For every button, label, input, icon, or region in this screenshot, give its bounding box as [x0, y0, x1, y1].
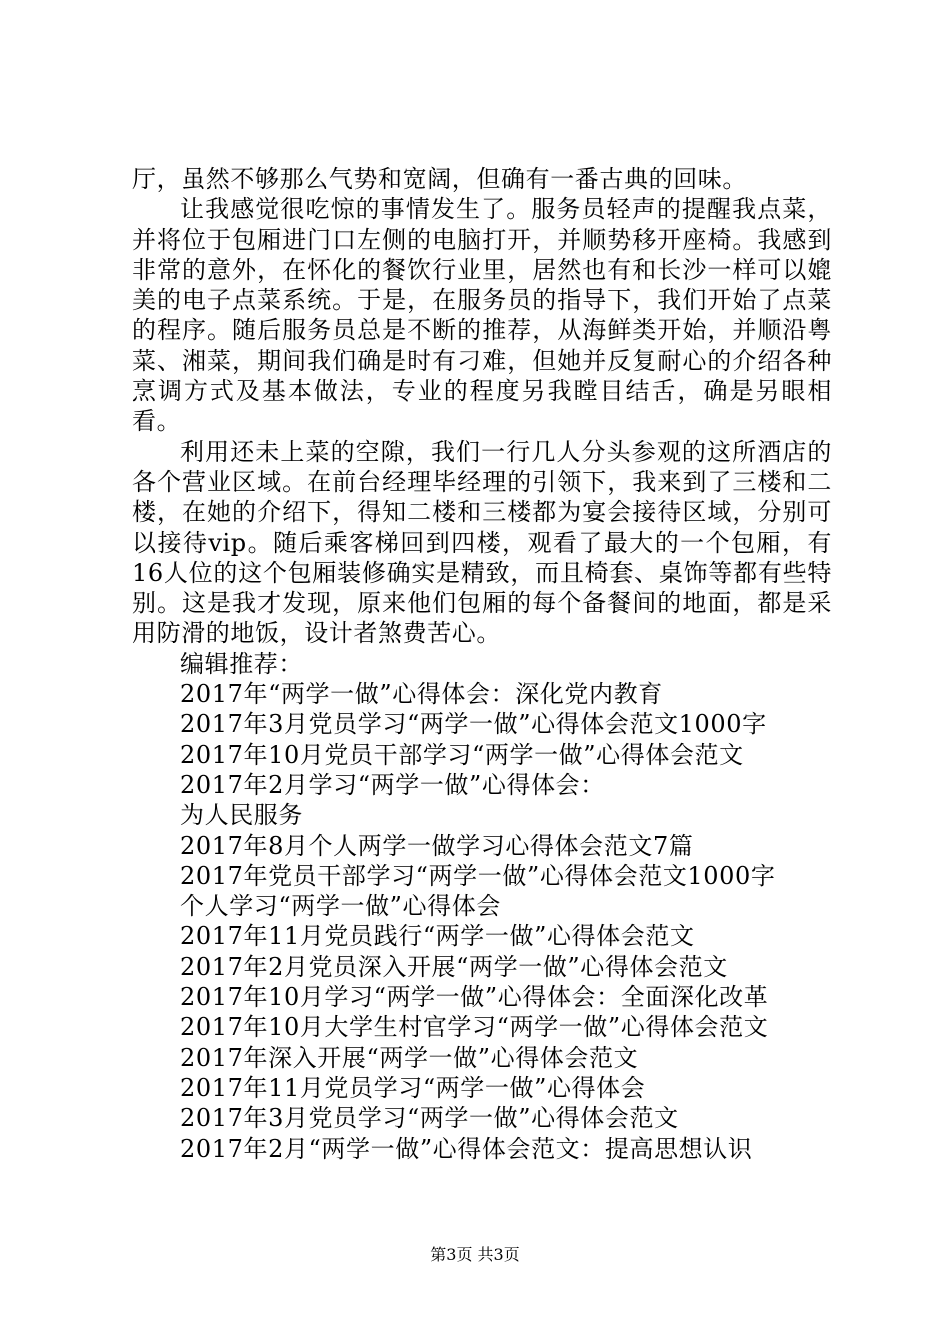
recommendation-item[interactable]: 2017年10月大学生村官学习“两学一做”心得体会范文 — [180, 1013, 769, 1042]
paragraph-2: 让我感觉很吃惊的事情发生了。服务员轻声的提醒我点菜，并将位于包厢进门口左侧的电脑打开，并顺势移开座椅。我感到非常的意外，在怀化的餐饮行业里，居然也有和长沙一样可以媲美的电子点菜系统。于是，在服务员的指导下，我们开始了点菜的程序。随后服务员总是不断的推荐，从海鲜类开始，并顺沿粤菜、湘菜，期间我们确是时有刁难，但她并反复耐心的介绍各种烹调方式及基本做法，专业的程度另我瞠目结舌，确是另眼相看。 — [132, 195, 832, 436]
recommendation-item[interactable]: 2017年2月党员深入开展“两学一做”心得体会范文 — [180, 952, 728, 981]
recommendation-item[interactable]: 个人学习“两学一做”心得体会 — [180, 892, 501, 921]
document-body — [132, 164, 832, 1164]
recommendation-item[interactable]: 2017年深入开展“两学一做”心得体会范文 — [180, 1043, 639, 1072]
recommendation-item[interactable]: 2017年3月党员学习“两学一做”心得体会范文1000字 — [180, 710, 767, 739]
recommendations-heading: 编辑推荐： — [180, 649, 303, 678]
recommendation-item[interactable]: 2017年10月党员干部学习“两学一做”心得体会范文 — [180, 740, 744, 769]
paragraph-3: 利用还未上菜的空隙，我们一行几人分头参观的这所酒店的各个营业区域。在前台经理毕经理的引领下，我来到了三楼和二楼，在她的介绍下，得知二楼和三楼都为宴会接待区域，分别可以接待vip。随后乘客梯回到四楼，观看了最大的一个包厢，有16人位的这个包厢装修确实是精致，而且椅套、桌饰等都有些特别。这是我才发现，原来他们包厢的每个备餐间的地面，都是采用防滑的地饭，设计者煞费苦心。 — [132, 437, 832, 648]
recommendation-item[interactable]: 2017年2月学习“两学一做”心得体会： — [180, 770, 605, 799]
recommendations-list — [132, 679, 832, 1164]
recommendation-item[interactable]: 2017年10月学习“两学一做”心得体会：全面深化改革 — [180, 983, 769, 1012]
recommendation-item[interactable]: 2017年“两学一做”心得体会：深化党内教育 — [180, 680, 663, 709]
recommendation-item[interactable]: 2017年党员干部学习“两学一做”心得体会范文1000字 — [180, 861, 776, 890]
paragraph-1: 厅，虽然不够那么气势和宽阔，但确有一番古典的回味。 — [132, 165, 747, 193]
recommendation-item[interactable]: 2017年11月党员学习“两学一做”心得体会 — [180, 1073, 646, 1102]
recommendation-item[interactable]: 2017年8月个人两学一做学习心得体会范文7篇 — [180, 831, 694, 860]
recommendation-item[interactable]: 2017年3月党员学习“两学一做”心得体会范文 — [180, 1104, 679, 1133]
recommendation-item[interactable]: 为人民服务 — [180, 801, 303, 830]
page-number-footer: 第3页 共3页 — [430, 1245, 520, 1264]
recommendation-item[interactable]: 2017年11月党员践行“两学一做”心得体会范文 — [180, 922, 695, 951]
recommendation-item[interactable]: 2017年2月“两学一做”心得体会范文：提高思想认识 — [180, 1134, 753, 1163]
